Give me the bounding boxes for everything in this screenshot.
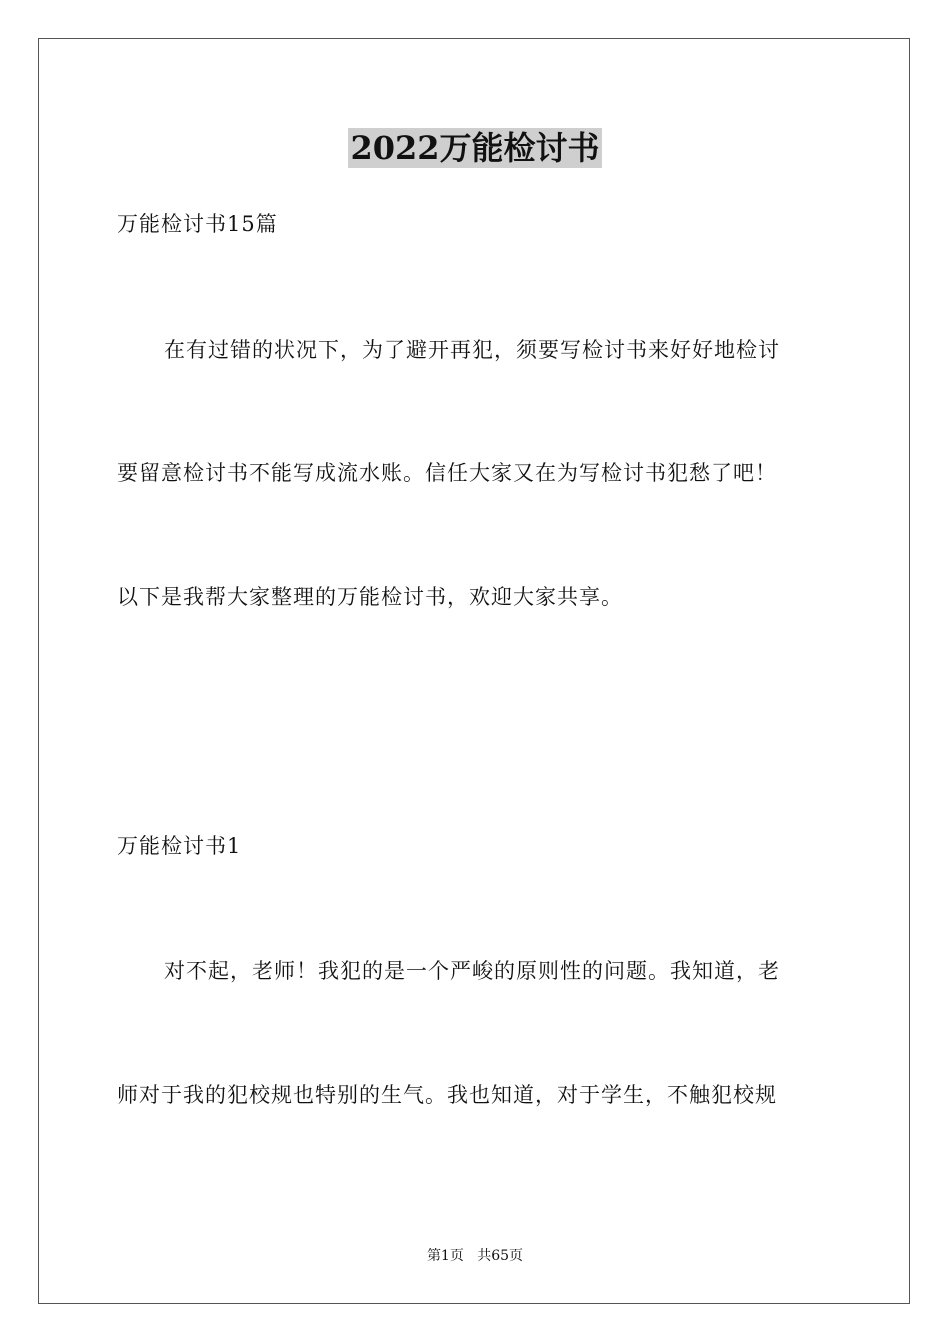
section-line-1: 对不起，老师！我犯的是一个严峻的原则性的问题。我知道，老 [164,959,780,983]
document-subtitle: 万能检讨书15篇 [117,212,278,236]
title-container [0,128,950,168]
page-number: 第1页 [426,1248,464,1264]
section-heading: 万能检讨书1 [117,834,242,858]
page-total: 共65页 [477,1248,524,1264]
intro-line-3: 以下是我帮大家整理的万能检讨书，欢迎大家共享。 [117,585,623,609]
document-title: 2022万能检讨书 [350,129,600,167]
intro-line-2: 要留意检讨书不能写成流水账。信任大家又在为写检讨书犯愁了吧！ [117,461,777,485]
page-footer [0,1246,950,1266]
intro-line-1: 在有过错的状况下，为了避开再犯，须要写检讨书来好好地检讨 [164,338,780,362]
section-line-2: 师对于我的犯校规也特别的生气。我也知道，对于学生，不触犯校规 [117,1083,777,1107]
